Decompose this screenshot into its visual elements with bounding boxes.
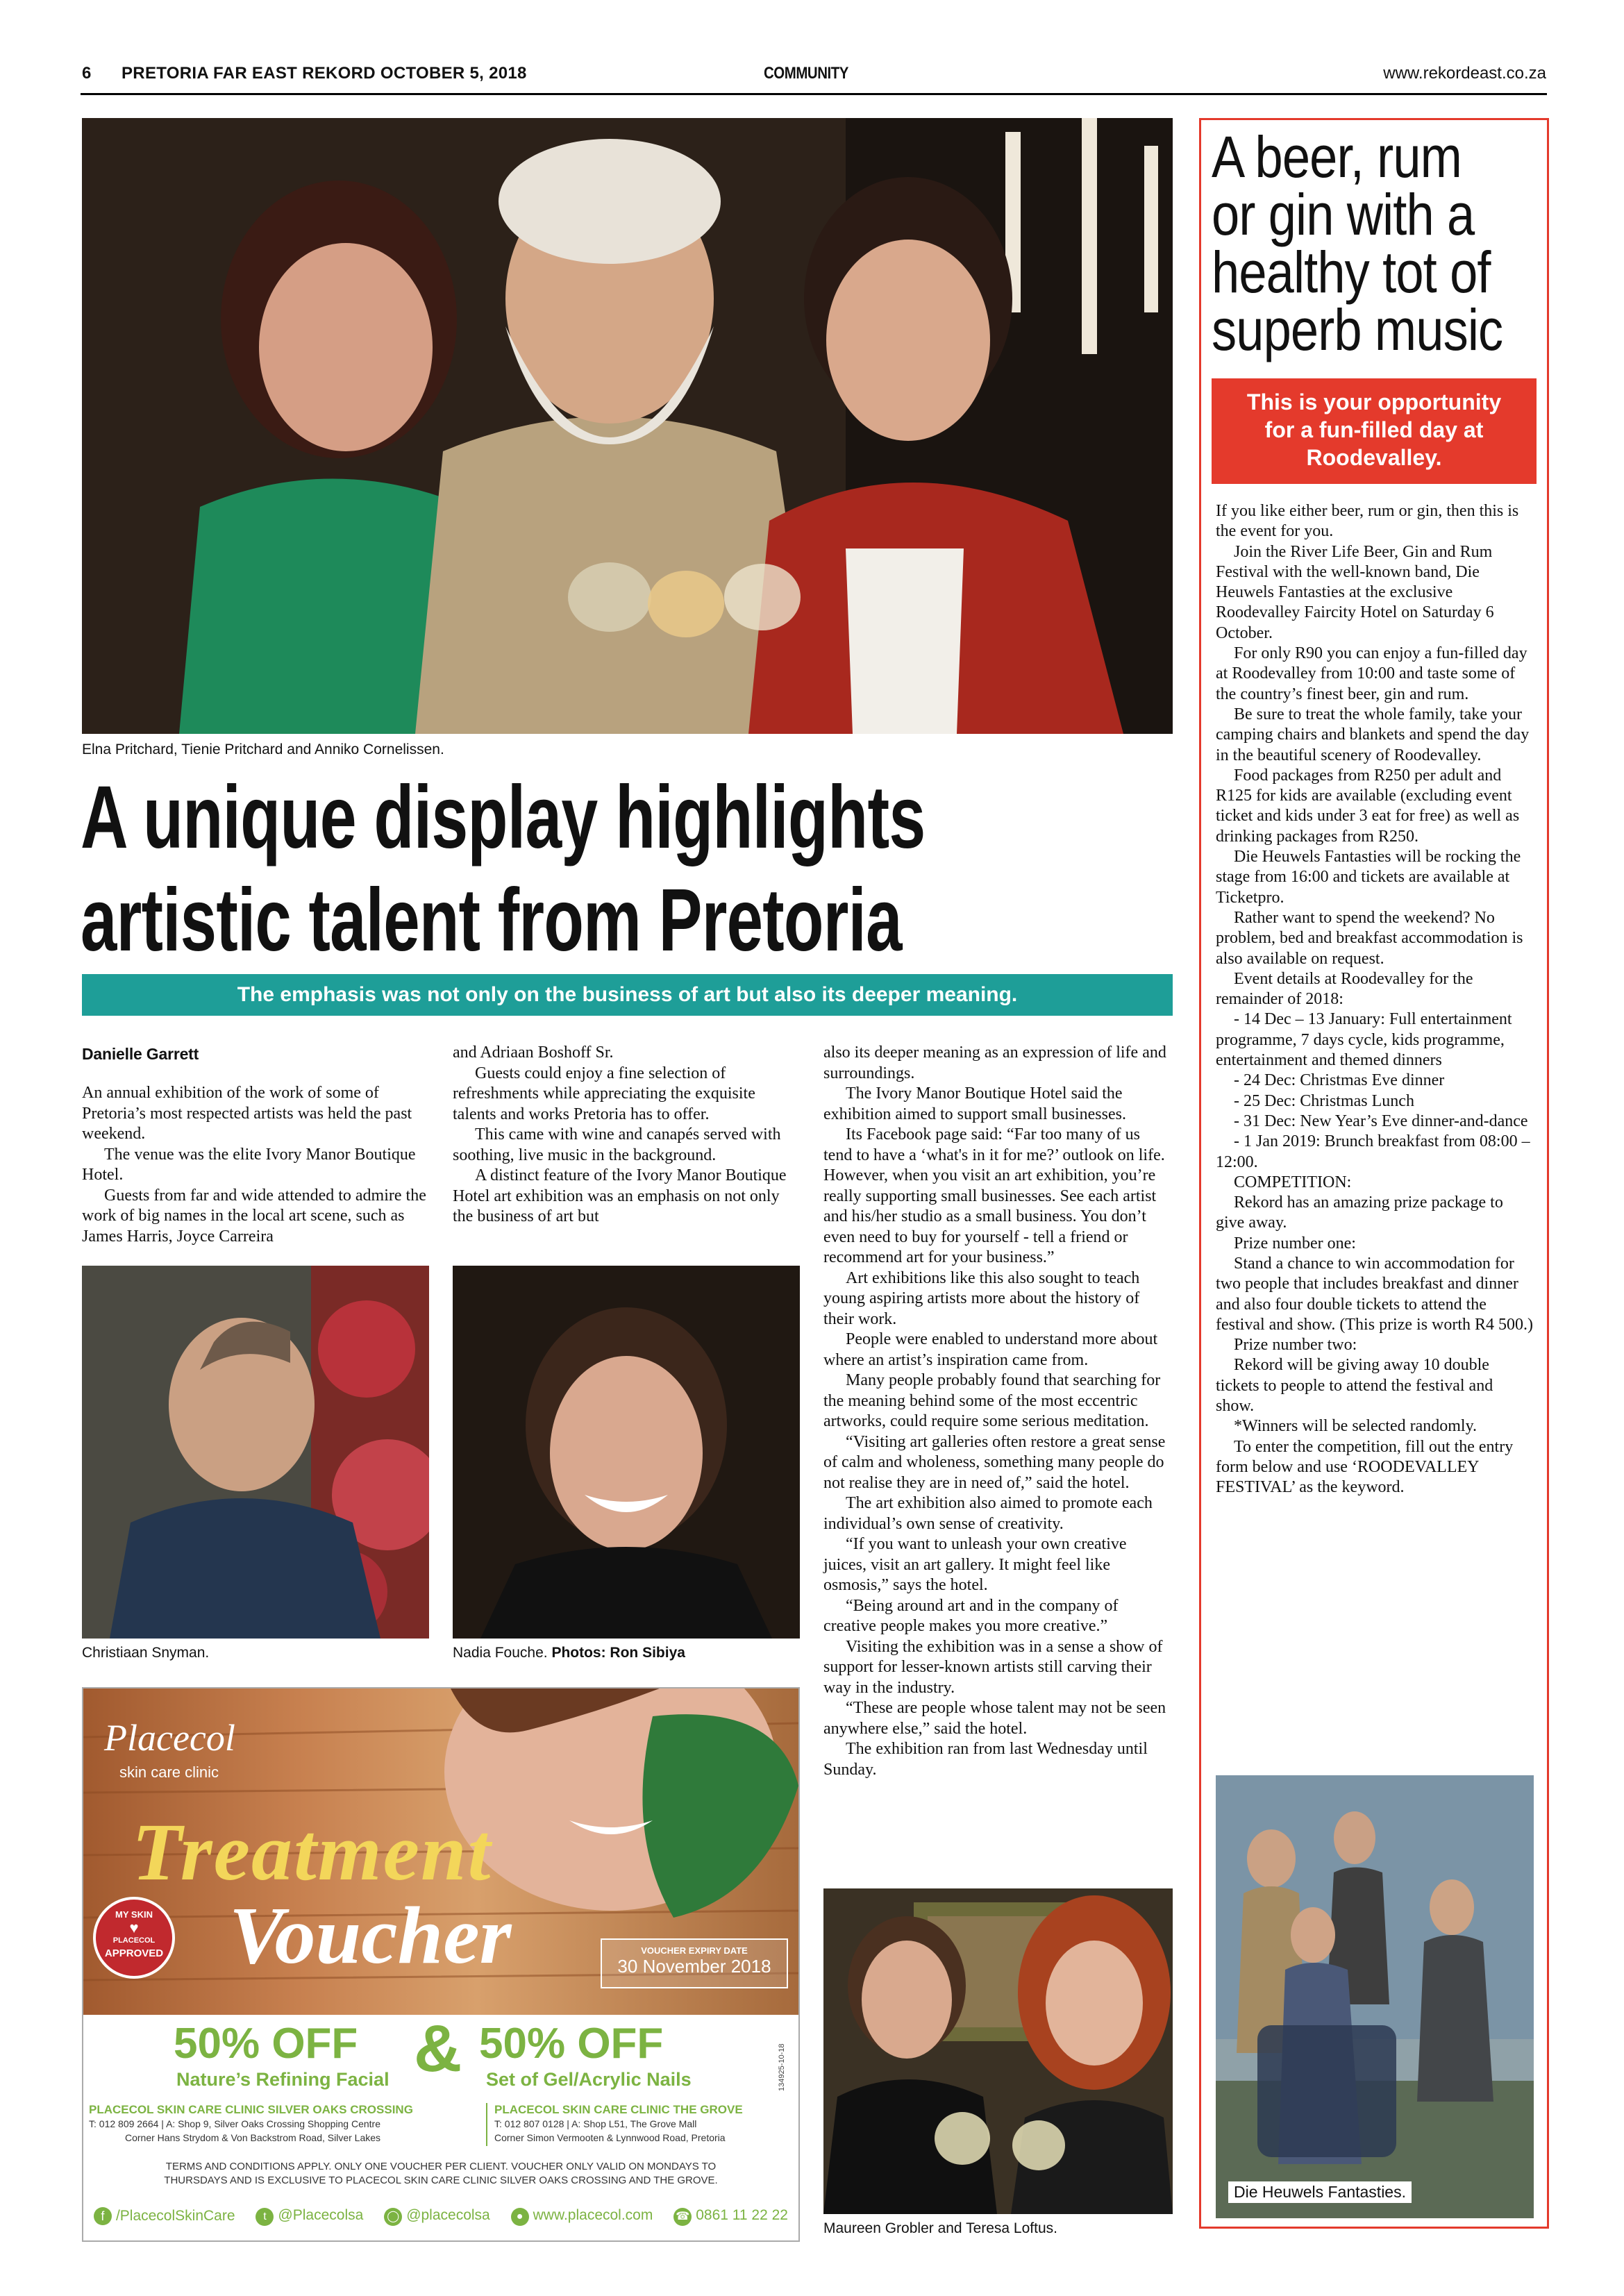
article-paragraph: “If you want to unleash your own creative juices, visit an art gallery. It might feel like osmosis,” says the hotel.: [823, 1535, 1127, 1594]
article-paragraph: An annual exhibition of the work of some of Pretoria’s most respected artists was held the past weekend.: [82, 1084, 412, 1143]
grobler-loftus-photo-art: [823, 1888, 1173, 2214]
header-rule: [81, 93, 1547, 95]
article-paragraph: Guests could enjoy a fine selection of refreshments while appreciating the exquisite talents and works Pretoria has to offer.: [453, 1064, 755, 1123]
clinic1-line1: T: 012 809 2664 | A: Shop 9, Silver Oaks Crossing Shopping Centre: [89, 2118, 380, 2129]
article-paragraph: Art exhibitions like this also sought to teach young aspiring artists more about the history of their work.: [823, 1268, 1140, 1328]
clinic2-line1: T: 012 807 0128 | A: Shop L51, The Grove Mall: [494, 2118, 697, 2129]
globe-icon: ●: [511, 2208, 529, 2226]
sidebar-paragraph: Rekord has an amazing prize package to give away.: [1216, 1193, 1503, 1232]
article-paragraph: and Adriaan Boshoff Sr.: [453, 1044, 614, 1062]
offer2-big: 50% OFF: [479, 2020, 664, 2068]
offer-ampersand: &: [414, 2011, 462, 2086]
sidebar-paragraph: Rekord will be giving away 10 double tickets to people to attend the festival and show.: [1216, 1356, 1493, 1416]
advert-brand-sub: skin care clinic: [119, 1763, 219, 1781]
sidebar-paragraph: - 25 Dec: Christmas Lunch: [1234, 1091, 1414, 1110]
social-web[interactable]: [511, 2207, 653, 2226]
top-photo-caption: Elna Pritchard, Tienie Pritchard and Anniko Cornelissen.: [82, 741, 444, 757]
social-instagram[interactable]: [384, 2207, 490, 2226]
seal-bottom-text: APPROVED: [104, 1947, 164, 1959]
terms-line2: THURSDAYS AND IS EXCLUSIVE TO PLACECOL SKIN CARE CLINIC SILVER OAKS CROSSING AND THE GROVE.: [164, 2175, 718, 2186]
article-paragraph: “These are people whose talent may not be seen anywhere else,” said the hotel.: [823, 1699, 1166, 1738]
clinic1-line2: Corner Hans Strydom & Von Backstrom Road, Silver Lakes: [125, 2132, 381, 2143]
clinic2-name: PLACECOL SKIN CARE CLINIC THE GROVE: [494, 2103, 743, 2116]
sidebar-paragraph: For only R90 you can enjoy a fun-filled day at Roodevalley from 10:00 and taste some of the country’s finest beer, gin and rum.: [1216, 644, 1527, 703]
fouche-photo-art: [453, 1266, 800, 1639]
instagram-handle: @placecolsa: [406, 2206, 490, 2223]
article-paragraph: People were enabled to understand more about where an artist’s inspiration came from.: [823, 1330, 1158, 1369]
sidebar-paragraph: Die Heuwels Fantasties will be rocking the stage from 16:00 and tickets are available at Ticketpro.: [1216, 848, 1521, 907]
article-paragraph: This came with wine and canapés served with soothing, live music in the background.: [453, 1125, 781, 1164]
article-paragraph: Visiting the exhibition was in a sense a show of support for lesser-known artists still carving their way in the industry.: [823, 1637, 1163, 1697]
offer1-sub: Nature’s Refining Facial: [176, 2069, 390, 2090]
sidebar-headline-line: superb music: [1212, 297, 1503, 362]
article-paragraph: The Ivory Manor Boutique Hotel said the exhibition aimed to support small businesses.: [823, 1084, 1126, 1123]
sidebar-paragraph: Join the River Life Beer, Gin and Rum Festival with the well-known band, Die Heuwels Fantasties at the exclusive Roodevalley Faircity Hotel on Saturday 6 October.: [1216, 542, 1494, 642]
article-paragraph: Guests from far and wide attended to admire the work of big names in the local art scene, such as James Harris, Joyce Carreira: [82, 1186, 426, 1246]
headline-line-1: A unique display highlights: [81, 768, 926, 867]
photo-die-heuwels-fantasties: [1216, 1775, 1534, 2218]
social-twitter[interactable]: [256, 2207, 363, 2226]
article-paragraph: Its Facebook page said: “Far too many of us tend to have a ‘what's in it for me?’ outlook on life. However, when you visit an art exhibition, you’re really supporting small businesses. See each artist and his/her studio as a small business. You don’t even need to buy for yourself - tell a friend or recommend art for your business.”: [823, 1125, 1165, 1266]
expiry-box: [601, 1938, 788, 1988]
photo-grobler-loftus: [823, 1888, 1173, 2214]
sidebar-paragraph: Rather want to spend the weekend? No problem, bed and breakfast accommodation is also available on request.: [1216, 908, 1523, 968]
instagram-icon: ◯: [384, 2208, 402, 2226]
expiry-label: VOUCHER EXPIRY DATE: [641, 1945, 748, 1956]
band-photo-caption: Die Heuwels Fantasties.: [1228, 2181, 1412, 2203]
page-number: 6: [82, 64, 92, 83]
sidebar-paragraph: Food packages from R250 per adult and R125 for kids are available (excluding event ticket and kids under 3 eat for free) as well as drinking packages from R250.: [1216, 766, 1520, 846]
approved-seal: [93, 1897, 175, 1979]
article-paragraph: “Visiting art galleries often restore a great sense of calm and wholeness, something many people do not realise they are in need of,” said the hotel.: [823, 1432, 1166, 1492]
sidebar-body: [1216, 501, 1534, 1498]
twitter-handle: @Placecolsa: [278, 2206, 364, 2223]
article-paragraph: also its deeper meaning as an expression of life and surroundings.: [823, 1044, 1166, 1082]
web-address: www.placecol.com: [533, 2206, 653, 2223]
snyman-photo-art: [82, 1266, 429, 1639]
top-photo-pritchards: [82, 118, 1173, 734]
subhead-text: The emphasis was not only on the business of art but also its deeper meaning.: [237, 983, 1018, 1006]
sidebar-paragraph: - 31 Dec: New Year’s Eve dinner-and-dance: [1234, 1112, 1528, 1130]
sidebar-headline-line: healthy tot of: [1212, 240, 1491, 305]
advert-title-treatment: Treatment: [132, 1807, 492, 1897]
social-row: [83, 2202, 798, 2230]
sidebar-paragraph: *Winners will be selected randomly.: [1234, 1417, 1477, 1436]
headline-line-2: artistic talent from Pretoria: [81, 871, 902, 970]
article-paragraph: The art exhibition also aimed to promote each individual’s own sense of creativity.: [823, 1494, 1153, 1533]
sidebar-paragraph: - 1 Jan 2019: Brunch breakfast from 08:00 – 12:00.: [1216, 1132, 1530, 1171]
sidebar-promo-box: [1212, 378, 1537, 484]
advert-ref-code: 134925-10-18: [778, 2043, 786, 2091]
heart-icon: ♥: [129, 1919, 139, 1936]
sidebar-headline-line: A beer, rum: [1212, 124, 1462, 190]
sidebar-promo-text: This is your opportunity for a fun-filled day at Roodevalley.: [1246, 389, 1502, 470]
photo-christiaan-snyman: [82, 1266, 429, 1639]
placecol-advert[interactable]: [82, 1687, 800, 2242]
expiry-date: 30 November 2018: [617, 1956, 771, 1977]
phone-number: 0861 11 22 22: [696, 2206, 788, 2223]
website[interactable]: www.rekordeast.co.za: [1383, 64, 1546, 83]
seal-mid-text: PLACECOL: [112, 1936, 156, 1945]
clinic2-line2: Corner Simon Vermooten & Lynnwood Road, Pretoria: [494, 2132, 726, 2143]
sidebar-paragraph: If you like either beer, rum or gin, then this is the event for you.: [1216, 502, 1519, 541]
sidebar-paragraph: - 24 Dec: Christmas Eve dinner: [1234, 1071, 1445, 1090]
article-paragraph: The venue was the elite Ivory Manor Boutique Hotel.: [82, 1145, 416, 1184]
social-facebook[interactable]: [94, 2207, 235, 2225]
caption-grobler-loftus: Maureen Grobler and Teresa Loftus.: [823, 2220, 1057, 2236]
sidebar-paragraph: To enter the competition, fill out the entry form below and use ‘ROODEVALLEY FESTIVAL’ as the keyword.: [1216, 1437, 1514, 1497]
publication-title: PRETORIA FAR EAST REKORD OCTOBER 5, 2018: [122, 64, 527, 83]
sidebar-paragraph: Event details at Roodevalley for the remainder of 2018:: [1216, 969, 1473, 1009]
phone-icon: ☎: [673, 2208, 692, 2226]
band-photo-art: [1216, 1775, 1534, 2218]
sidebar-paragraph: Prize number one:: [1234, 1234, 1356, 1252]
sidebar-paragraph: Stand a chance to win accommodation for two people that includes breakfast and dinner and also four double tickets to attend the festival and show. (This prize is worth R4 500.): [1216, 1254, 1534, 1334]
photo-credit: Photos: Ron Sibiya: [551, 1645, 685, 1661]
sidebar-paragraph: COMPETITION:: [1234, 1173, 1352, 1191]
offer2-sub: Set of Gel/Acrylic Nails: [486, 2069, 692, 2090]
sidebar-headline-line: or gin with a: [1212, 182, 1475, 247]
clinic-divider: [486, 2103, 487, 2146]
caption-christiaan-snyman: Christiaan Snyman.: [82, 1645, 210, 1661]
article-paragraph: The exhibition ran from last Wednesday until Sunday.: [823, 1740, 1148, 1779]
byline: Danielle Garrett: [82, 1045, 199, 1063]
top-photo-art: [82, 118, 1173, 734]
caption-nadia-fouche: [453, 1645, 685, 1661]
seal-top-text: MY SKIN: [115, 1909, 153, 1920]
terms-line1: TERMS AND CONDITIONS APPLY. ONLY ONE VOUCHER PER CLIENT. VOUCHER ONLY VALID ON MONDAYS TO: [165, 2161, 717, 2172]
article-paragraph: Many people probably found that searching for the meaning behind some of the most eccentric artworks, could require some serious meditation.: [823, 1371, 1161, 1430]
sidebar-headline: [1212, 124, 1538, 362]
photo-nadia-fouche: [453, 1266, 800, 1639]
sidebar-paragraph: Be sure to treat the whole family, take your camping chairs and blankets and spend the day in the beautiful scenery of Roodevalley.: [1216, 705, 1530, 764]
facebook-handle: /PlacecolSkinCare: [115, 2208, 235, 2224]
clinic1-name: PLACECOL SKIN CARE CLINIC SILVER OAKS CROSSING: [89, 2103, 413, 2116]
article-paragraph: A distinct feature of the Ivory Manor Boutique Hotel art exhibition was an emphasis on not only the business of art but: [453, 1166, 787, 1225]
sidebar-paragraph: - 14 Dec – 13 January: Full entertainment programme, 7 days cycle, kids programme, entertainment and themed dinners: [1216, 1010, 1512, 1070]
article-paragraph: “Being around art and in the company of creative people makes you more creative.”: [823, 1596, 1119, 1635]
caption-fouche-text: Nadia Fouche.: [453, 1645, 548, 1661]
sidebar-paragraph: Prize number two:: [1234, 1336, 1357, 1355]
advert-title-voucher: Voucher: [229, 1890, 512, 1981]
section-label: COMMUNITY: [764, 64, 848, 83]
article-column-3: [823, 1043, 1173, 1780]
article-column-1: [82, 1083, 429, 1247]
advert-brand: Placecol: [104, 1717, 235, 1759]
subhead-banner: [82, 974, 1173, 1016]
social-phone[interactable]: [673, 2207, 788, 2226]
twitter-icon: t: [256, 2208, 274, 2226]
facebook-icon: f: [94, 2207, 112, 2225]
article-column-2: [453, 1043, 800, 1227]
offer1-big: 50% OFF: [174, 2020, 358, 2068]
